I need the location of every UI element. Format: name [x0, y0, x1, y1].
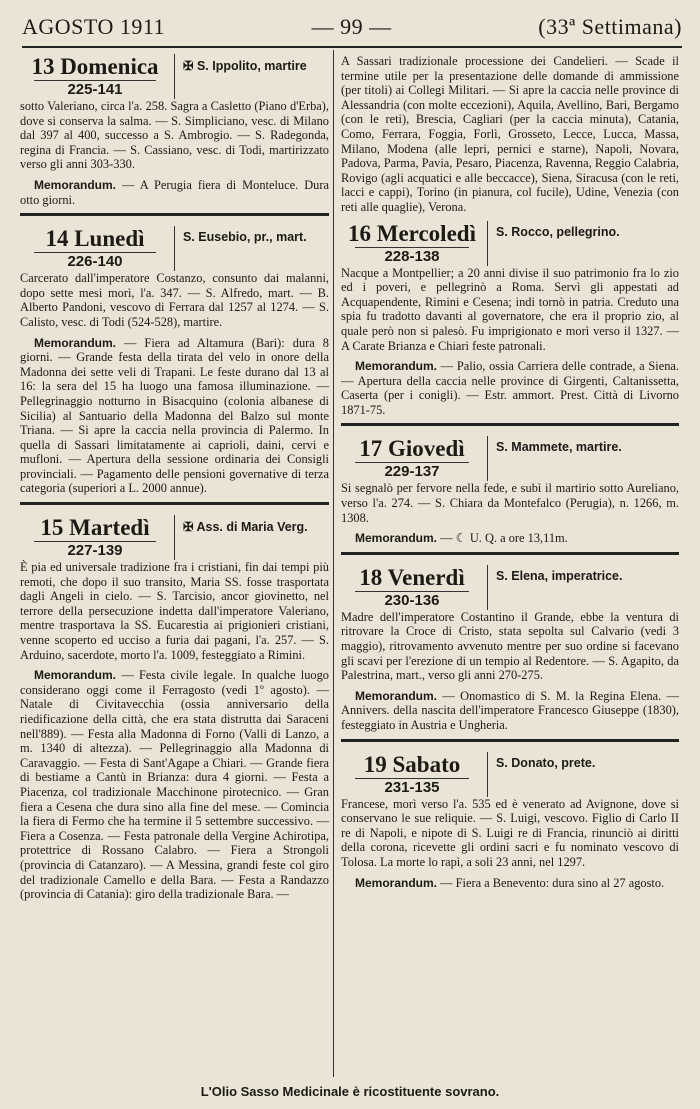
- memorandum: [341, 689, 679, 733]
- memorandum-label: Memorandum.: [355, 359, 438, 374]
- day-name: 19 Sabato: [363, 751, 461, 777]
- day-text: Francese, morì verso l'a. 535 ed è venerato ad Avignone, dove si conservano le sue reliquie. — S. Luigi, vescovo. Figlio di Carlo II re di Napoli, e nipote di S. Luigi re di Francia, rinunciò ai diritti della corona, ricevette gli ordini sacri e fu nominato vescovo di Tolosa. La morte lo rapì, a soli 23 anni, nel 1297.: [341, 796, 679, 869]
- day-entry-13: [20, 54, 329, 207]
- day-text: Nacque a Montpellier; a 20 anni divise il suo patrimonio fra lo zio ed i poveri, e pellegrinò a Roma. Servì gli appestati ad Acquapendente, Rimini e Cesena; indi tornò in patria. Creduto una spia fu tradotto davanti al governatore, che era il proprio zio, al quale però non si palesò. Fu imprigionato e morì verso il 1327. — A Carate Brianza e Chiari feste patronali.: [341, 265, 679, 353]
- memorandum: [20, 178, 329, 207]
- memorandum: [341, 359, 679, 417]
- memorandum-text: — Fiera ad Altamura (Bari): dura 8 giorni. — Grande festa della tirata del velo in onore della Madonna dei sette veli di Trapani. Le feste durano dal 13 al 16: la sera del 15 ha luogo una famosa illuminazione. — Pellegrinaggio notturno in Bisacquino (colonia albanese di Sicilia) al Santuario della Madonna del Balzo sul monte Triana. — Si apre la caccia nella provincia di Palermo. In quella di Sassari limitatamente ai caprioli, daini, cervi e mufloni. — Apertura della sessione ordinaria dei Consigli provinciali. — Pagamento delle pensioni governative di terza categoria (superiori a L. 2000 annue).: [20, 335, 329, 496]
- day-entry-14: [20, 213, 329, 496]
- right-column: [341, 54, 679, 896]
- day-numbers: 225-141: [34, 80, 156, 99]
- day-entry-19: [341, 739, 679, 891]
- day-entry-15: [20, 502, 329, 902]
- page-number: — 99 —: [311, 14, 392, 39]
- day-text: Madre dell'imperatore Costantino il Grande, ebbe la ventura di ritrovare la Croce di Cristo, stata sepolta sul Calvario (vedi 3 maggio), ritrovamento avvenuto mentre per suo ordine si facevano gli scavi per l'erezione di un tempio al Redentore. — S. Agapito, da Palestrina, mart., verso gli anni 270-275.: [341, 609, 679, 683]
- memorandum-label: Memorandum.: [34, 668, 117, 683]
- column-divider: [333, 50, 334, 1077]
- day-text: Si segnalò per fervore nella fede, e subì il martirio sotto Aureliano, verso l'a. 274. — S. Chiara da Montefalco (Perugia), n. 1266, m. 1308.: [341, 481, 679, 525]
- day-text: È pia ed universale tradizione fra i cristiani, fin dai tempi più remoti, che dopo il suo transito, Maria SS. fosse trasportata dagli Angeli in cielo. — S. Tarcisio, ancor giovinetto, nel terrore della persecuzione indetta dall'imperatore Valeriano, mentre trasportava la SS. Eucarestia ai prigionieri cristiani, venne scoperto ed ucciso a furia dai pagani, l'a. 257. — S. Arduino, sacerdote, morto l'a. 1009, festeggiato a Rimini.: [20, 560, 329, 662]
- saint-title: ✠ S. Ippolito, martire: [183, 59, 307, 73]
- saint-title: S. Eusebio, pr., mart.: [183, 230, 307, 245]
- header-rule: [22, 46, 682, 48]
- day-name: 16 Mercoledì: [348, 220, 476, 246]
- day-numbers: 231-135: [355, 778, 469, 797]
- memorandum-label: Memorandum.: [355, 531, 438, 546]
- header-week: (33ª Settimana): [538, 14, 682, 39]
- memorandum: [341, 876, 679, 891]
- page-header: [22, 8, 682, 46]
- saint-title: S. Elena, imperatrice.: [496, 568, 623, 583]
- day-name: 15 Martedì: [40, 515, 150, 541]
- day-numbers: 226-140: [34, 252, 156, 271]
- day-numbers: 227-139: [34, 541, 156, 560]
- saint-title: S. Rocco, pellegrino.: [496, 224, 620, 239]
- continued-text: A Sassari tradizionale processione dei Candelieri. — Scade il termine utile per la presentazione delle domande di ammissione (per titoli) ai Collegi Militari. — Si apre la caccia nelle province di Alessandria (con molte eccezioni), Aquila, Avellino, Bari, Bergamo (con le reti), Brescia, Cagliari (per la caccia minuta), Catania, Como, Ferrara, Foggia, Forlì, Grosseto, Lecce, Lucca, Massa, Milano, Modena (alle lepri, pernici e starne), Napoli, Novara, Padova, Parma, Pavia, Pesaro, Piacenza, Ravenna, Reggio Calabria, Rovigo (agli acquatici e alle beccacce), Siena, Siracusa (con le reti, lacci e cappi), Torino (in pianura, col fucile), Udine, Venezia (con reti alle quaglie), Verona.: [341, 54, 679, 214]
- day-entry-16: [341, 221, 679, 418]
- advertisement-footer: L'Olio Sasso Medicinale è ricostituente sovrano.: [200, 1084, 500, 1099]
- day-entry-17: [341, 423, 679, 545]
- memorandum-label: Memorandum.: [34, 177, 117, 192]
- memorandum-text: — A Perugia fiera di Monteluce. Dura otto giorni.: [20, 177, 329, 207]
- left-column: [20, 54, 329, 908]
- day-text: Carcerato dall'imperatore Costanzo, consunto dai malanni, dopo sette mesi morì, l'a. 347. — S. Alfredo, mart. — B. Alberto Pandoni, vescovo di Ferrara dal 1257 al 1274. — S. Calisto, vesc. di Todi (524-528), martire.: [20, 271, 329, 329]
- day-name: 18 Venerdì: [359, 564, 465, 590]
- day-numbers: 228-138: [355, 247, 469, 266]
- memorandum-label: Memorandum.: [355, 875, 438, 890]
- memorandum-text: — Festa civile legale. In qualche luogo considerano oggi come il Ferragosto (vedi 1º agosto). — Natale di Civitavecchia (ossia anniversario della riedificazione della città, che era stata distrutta dai Saraceni nell'889). — Festa alla Madonna di Forno (Valli di Lanzo, a m. 1340 di altezza). — Pellegrinaggio alla Madonna di Caravaggio. — Festa di Sant'Agape a Chiari. — Grande fiera di bestiame a Cantù in Brianza: dura 4 giorni. — Festa a Piacenza, col tradizionale Macchinone pirotecnico. — Gran fiera a Cesena che dura sino alla fine del mese. — Comincia la fiera di Fermo che ha termine il 5 settembre successivo. — Fiera a Cosenza. — Festa patronale della Vergine Achirotipa, protettrice di Rossano Calabro. — Fiera a Strongoli (provincia di Catanzaro). — A Messina, grandi feste col giro del tradizionale Camello e della Bara. — Festa a Randazzo (provincia di Catania): giro della tradizionale Bara. —: [20, 668, 329, 902]
- memorandum-text: — Palio, ossia Carriera delle contrade, a Siena. — Apertura della caccia nelle province di Girgenti, Caltanissetta, Caserta (per i conigli). — Estr. ammort. Prest. Città di Livorno 1871-75.: [341, 359, 679, 417]
- day-numbers: 230-136: [355, 591, 469, 610]
- memorandum: [20, 336, 329, 497]
- day-text: sotto Valeriano, circa l'a. 258. Sagra a Casletto (Piano d'Erba), dove si conserva la salma. — S. Simpliciano, vesc. di Milano dal 397 al 400, successo a S. Ambrogio. — S. Radegonda, regina di Francia. — S. Cassiano, vesc. di Todi, martirizzato verso gli anni 303-330.: [20, 99, 329, 172]
- memorandum-label: Memorandum.: [34, 335, 117, 350]
- memorandum-label: Memorandum.: [355, 688, 438, 703]
- saint-title: S. Mammete, martire.: [496, 440, 622, 455]
- memorandum-text: — Fiera a Benevento: dura sino al 27 agosto.: [440, 875, 665, 890]
- day-name: 17 Giovedì: [359, 436, 465, 462]
- saint-title: S. Donato, prete.: [496, 755, 596, 770]
- day-numbers: 229-137: [355, 462, 469, 481]
- memorandum: [341, 531, 679, 546]
- day-entry-18: [341, 552, 679, 733]
- day-name: 14 Lunedì: [45, 226, 145, 252]
- memorandum-text: — ☾ U. Q. a ore 13,11m.: [440, 531, 568, 546]
- memorandum-text: — Onomastico di S. M. la Regina Elena. — Annivers. della nascita dell'imperatore Francesco Giuseppe (1830), festeggiato in Austria e Ungheria.: [341, 688, 679, 732]
- day-name: 13 Domenica: [31, 54, 159, 79]
- header-month: AGOSTO 1911: [22, 14, 166, 39]
- memorandum: [20, 668, 329, 902]
- saint-title: ✠ Ass. di Maria Verg.: [183, 520, 308, 535]
